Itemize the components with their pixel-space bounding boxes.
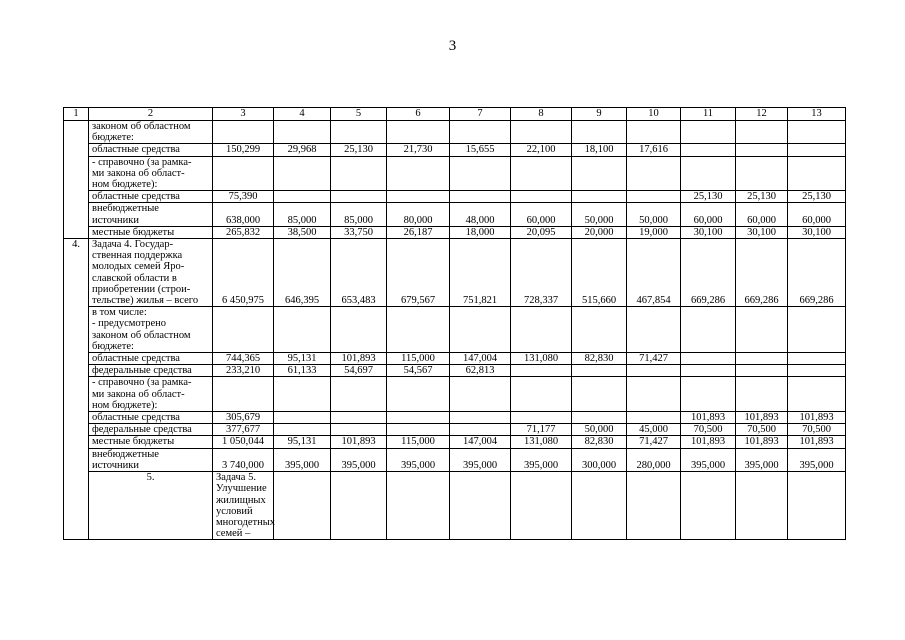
table-row xyxy=(64,353,846,365)
value-cell xyxy=(331,307,387,353)
table-row xyxy=(64,144,846,156)
value-cell: 82,830 xyxy=(572,436,627,448)
header-cell-4: 4 xyxy=(274,108,331,121)
value-cell: 751,821 xyxy=(450,239,511,307)
value-cell xyxy=(788,353,846,365)
row-label-cell: федеральные средства xyxy=(89,365,213,377)
row-label-cell: Задача 5. Улучшение жилищных условий многодетных семей – xyxy=(213,472,274,540)
row-label-cell: - справочно (за рамка- ми закона об област- ном бюджете): xyxy=(89,377,213,412)
value-cell: 101,893 xyxy=(331,436,387,448)
value-cell: 20,095 xyxy=(511,226,572,238)
value-cell xyxy=(387,307,450,353)
value-cell xyxy=(736,144,788,156)
value-cell xyxy=(788,156,846,191)
value-cell xyxy=(572,472,627,540)
value-cell xyxy=(681,365,736,377)
table-row xyxy=(64,203,846,226)
value-cell xyxy=(681,307,736,353)
value-cell xyxy=(213,307,274,353)
value-cell xyxy=(572,365,627,377)
value-cell: 21,730 xyxy=(387,144,450,156)
value-cell xyxy=(736,307,788,353)
value-cell xyxy=(788,307,846,353)
header-cell-11: 11 xyxy=(681,108,736,121)
table-row xyxy=(64,365,846,377)
header-cell-5: 5 xyxy=(331,108,387,121)
value-cell xyxy=(331,472,387,540)
value-cell: 80,000 xyxy=(387,203,450,226)
table-row xyxy=(64,226,846,238)
value-cell: 646,395 xyxy=(274,239,331,307)
value-cell xyxy=(511,156,572,191)
row-label-cell: в том числе: - предусмотрено законом об областном бюджете: xyxy=(89,307,213,353)
value-cell: 75,390 xyxy=(213,191,274,203)
value-cell: 101,893 xyxy=(788,436,846,448)
value-cell xyxy=(681,144,736,156)
value-cell: 101,893 xyxy=(331,353,387,365)
value-cell xyxy=(511,307,572,353)
program-funding-table xyxy=(63,107,846,540)
table-row xyxy=(64,191,846,203)
value-cell xyxy=(788,144,846,156)
value-cell xyxy=(511,412,572,424)
value-cell xyxy=(387,412,450,424)
header-cell-6: 6 xyxy=(387,108,450,121)
value-cell xyxy=(736,472,788,540)
value-cell: 38,500 xyxy=(274,226,331,238)
value-cell xyxy=(788,377,846,412)
header-cell-7: 7 xyxy=(450,108,511,121)
value-cell xyxy=(450,191,511,203)
value-cell: 395,000 xyxy=(450,448,511,471)
value-cell xyxy=(627,472,681,540)
row-label-cell: - справочно (за рамка- ми закона об област- ном бюджете): xyxy=(89,156,213,191)
table-row xyxy=(64,448,846,471)
value-cell: 54,697 xyxy=(331,365,387,377)
value-cell xyxy=(331,191,387,203)
value-cell: 25,130 xyxy=(788,191,846,203)
value-cell xyxy=(736,353,788,365)
value-cell: 60,000 xyxy=(681,203,736,226)
value-cell xyxy=(387,472,450,540)
value-cell: 33,750 xyxy=(331,226,387,238)
value-cell xyxy=(387,156,450,191)
value-cell: 6 450,975 xyxy=(213,239,274,307)
value-cell xyxy=(511,191,572,203)
value-cell xyxy=(572,121,627,144)
value-cell: 18,100 xyxy=(572,144,627,156)
value-cell xyxy=(331,424,387,436)
row-label-cell: местные бюджеты xyxy=(89,226,213,238)
value-cell xyxy=(450,412,511,424)
value-cell xyxy=(736,365,788,377)
header-cell-9: 9 xyxy=(572,108,627,121)
value-cell xyxy=(274,424,331,436)
value-cell xyxy=(450,424,511,436)
table-row xyxy=(64,307,846,353)
value-cell: 131,080 xyxy=(511,436,572,448)
row-number-cell: 5. xyxy=(89,472,213,540)
value-cell: 20,000 xyxy=(572,226,627,238)
value-cell: 30,100 xyxy=(681,226,736,238)
value-cell xyxy=(387,121,450,144)
value-cell xyxy=(331,377,387,412)
value-cell: 150,299 xyxy=(213,144,274,156)
row-label-cell: областные средства xyxy=(89,412,213,424)
value-cell: 50,000 xyxy=(572,424,627,436)
value-cell: 395,000 xyxy=(387,448,450,471)
value-cell: 70,500 xyxy=(788,424,846,436)
value-cell xyxy=(681,472,736,540)
value-cell xyxy=(450,121,511,144)
row-label-cell: областные средства xyxy=(89,144,213,156)
value-cell xyxy=(681,121,736,144)
value-cell: 30,100 xyxy=(736,226,788,238)
value-cell xyxy=(572,156,627,191)
value-cell xyxy=(788,365,846,377)
value-cell xyxy=(274,121,331,144)
value-cell: 395,000 xyxy=(736,448,788,471)
value-cell: 1 050,044 xyxy=(213,436,274,448)
value-cell: 71,177 xyxy=(511,424,572,436)
row-number-cell xyxy=(64,121,89,239)
value-cell: 48,000 xyxy=(450,203,511,226)
value-cell: 26,187 xyxy=(387,226,450,238)
value-cell: 653,483 xyxy=(331,239,387,307)
value-cell: 70,500 xyxy=(736,424,788,436)
table-row xyxy=(64,239,846,307)
row-label-cell: внебюджетные источники xyxy=(89,203,213,226)
value-cell xyxy=(681,156,736,191)
value-cell xyxy=(387,424,450,436)
value-cell: 71,427 xyxy=(627,353,681,365)
value-cell: 85,000 xyxy=(331,203,387,226)
value-cell: 18,000 xyxy=(450,226,511,238)
value-cell xyxy=(736,121,788,144)
value-cell: 728,337 xyxy=(511,239,572,307)
value-cell xyxy=(627,377,681,412)
value-cell xyxy=(274,472,331,540)
value-cell xyxy=(572,307,627,353)
row-number-cell: 4. xyxy=(64,239,89,540)
value-cell: 85,000 xyxy=(274,203,331,226)
value-cell: 25,130 xyxy=(736,191,788,203)
value-cell: 395,000 xyxy=(511,448,572,471)
value-cell: 62,813 xyxy=(450,365,511,377)
row-label-cell: законом об областном бюджете: xyxy=(89,121,213,144)
value-cell xyxy=(274,156,331,191)
value-cell: 19,000 xyxy=(627,226,681,238)
value-cell: 95,131 xyxy=(274,436,331,448)
value-cell: 744,365 xyxy=(213,353,274,365)
row-label-cell: областные средства xyxy=(89,191,213,203)
table-row xyxy=(64,156,846,191)
value-cell xyxy=(572,191,627,203)
value-cell: 233,210 xyxy=(213,365,274,377)
value-cell: 101,893 xyxy=(788,412,846,424)
value-cell: 45,000 xyxy=(627,424,681,436)
value-cell: 60,000 xyxy=(736,203,788,226)
value-cell: 515,660 xyxy=(572,239,627,307)
value-cell: 30,100 xyxy=(788,226,846,238)
value-cell xyxy=(274,307,331,353)
value-cell: 395,000 xyxy=(331,448,387,471)
value-cell xyxy=(450,156,511,191)
value-cell xyxy=(681,353,736,365)
value-cell: 395,000 xyxy=(274,448,331,471)
table-row xyxy=(64,424,846,436)
value-cell: 265,832 xyxy=(213,226,274,238)
value-cell xyxy=(213,121,274,144)
value-cell xyxy=(387,191,450,203)
value-cell xyxy=(627,191,681,203)
value-cell: 115,000 xyxy=(387,436,450,448)
value-cell: 101,893 xyxy=(736,436,788,448)
value-cell: 17,616 xyxy=(627,144,681,156)
table-row xyxy=(64,121,846,144)
value-cell: 3 740,000 xyxy=(213,448,274,471)
value-cell: 25,130 xyxy=(331,144,387,156)
value-cell xyxy=(788,472,846,540)
value-cell: 15,655 xyxy=(450,144,511,156)
row-label-cell: федеральные средства xyxy=(89,424,213,436)
value-cell xyxy=(213,377,274,412)
value-cell: 679,567 xyxy=(387,239,450,307)
value-cell xyxy=(450,472,511,540)
row-label-cell: Задача 4. Государ- ственная поддержка молодых семей Яро- славской области в приобретении (строи- тельстве) жилья – всего xyxy=(89,239,213,307)
value-cell xyxy=(450,377,511,412)
value-cell xyxy=(788,121,846,144)
value-cell: 60,000 xyxy=(788,203,846,226)
value-cell: 61,133 xyxy=(274,365,331,377)
value-cell: 115,000 xyxy=(387,353,450,365)
value-cell: 638,000 xyxy=(213,203,274,226)
value-cell xyxy=(511,377,572,412)
value-cell xyxy=(331,412,387,424)
value-cell xyxy=(736,377,788,412)
value-cell xyxy=(331,121,387,144)
value-cell: 395,000 xyxy=(788,448,846,471)
value-cell: 101,893 xyxy=(736,412,788,424)
value-cell: 25,130 xyxy=(681,191,736,203)
value-cell: 60,000 xyxy=(511,203,572,226)
header-cell-12: 12 xyxy=(736,108,788,121)
value-cell: 467,854 xyxy=(627,239,681,307)
value-cell xyxy=(274,191,331,203)
value-cell xyxy=(450,307,511,353)
value-cell: 669,286 xyxy=(788,239,846,307)
value-cell xyxy=(511,365,572,377)
value-cell xyxy=(627,365,681,377)
value-cell: 147,004 xyxy=(450,353,511,365)
value-cell: 95,131 xyxy=(274,353,331,365)
value-cell: 22,100 xyxy=(511,144,572,156)
table-row xyxy=(64,377,846,412)
page-number: 3 xyxy=(448,38,457,54)
value-cell xyxy=(627,156,681,191)
value-cell: 147,004 xyxy=(450,436,511,448)
value-cell: 82,830 xyxy=(572,353,627,365)
value-cell xyxy=(572,377,627,412)
value-cell: 101,893 xyxy=(681,412,736,424)
value-cell: 305,679 xyxy=(213,412,274,424)
value-cell xyxy=(511,121,572,144)
value-cell: 669,286 xyxy=(681,239,736,307)
header-cell-13: 13 xyxy=(788,108,846,121)
value-cell xyxy=(331,156,387,191)
value-cell: 131,080 xyxy=(511,353,572,365)
row-label-cell: областные средства xyxy=(89,353,213,365)
row-label-cell: местные бюджеты xyxy=(89,436,213,448)
row-label-cell: внебюджетные источники xyxy=(89,448,213,471)
value-cell: 29,968 xyxy=(274,144,331,156)
value-cell xyxy=(387,377,450,412)
value-cell: 54,567 xyxy=(387,365,450,377)
value-cell: 300,000 xyxy=(572,448,627,471)
table-row xyxy=(64,472,846,540)
header-cell-1: 1 xyxy=(64,108,89,121)
value-cell: 50,000 xyxy=(627,203,681,226)
header-cell-8: 8 xyxy=(511,108,572,121)
value-cell xyxy=(274,412,331,424)
value-cell xyxy=(681,377,736,412)
table-row xyxy=(64,436,846,448)
value-cell: 71,427 xyxy=(627,436,681,448)
header-row xyxy=(64,108,846,121)
value-cell: 669,286 xyxy=(736,239,788,307)
value-cell xyxy=(736,156,788,191)
value-cell: 70,500 xyxy=(681,424,736,436)
value-cell xyxy=(572,412,627,424)
header-cell-10: 10 xyxy=(627,108,681,121)
value-cell xyxy=(213,156,274,191)
value-cell xyxy=(627,121,681,144)
value-cell xyxy=(274,377,331,412)
value-cell: 280,000 xyxy=(627,448,681,471)
value-cell xyxy=(627,412,681,424)
table-body xyxy=(64,108,846,540)
header-cell-2: 2 xyxy=(89,108,213,121)
value-cell: 377,677 xyxy=(213,424,274,436)
value-cell xyxy=(511,472,572,540)
value-cell xyxy=(627,307,681,353)
table-row xyxy=(64,412,846,424)
value-cell: 101,893 xyxy=(681,436,736,448)
header-cell-3: 3 xyxy=(213,108,274,121)
value-cell: 395,000 xyxy=(681,448,736,471)
value-cell: 50,000 xyxy=(572,203,627,226)
